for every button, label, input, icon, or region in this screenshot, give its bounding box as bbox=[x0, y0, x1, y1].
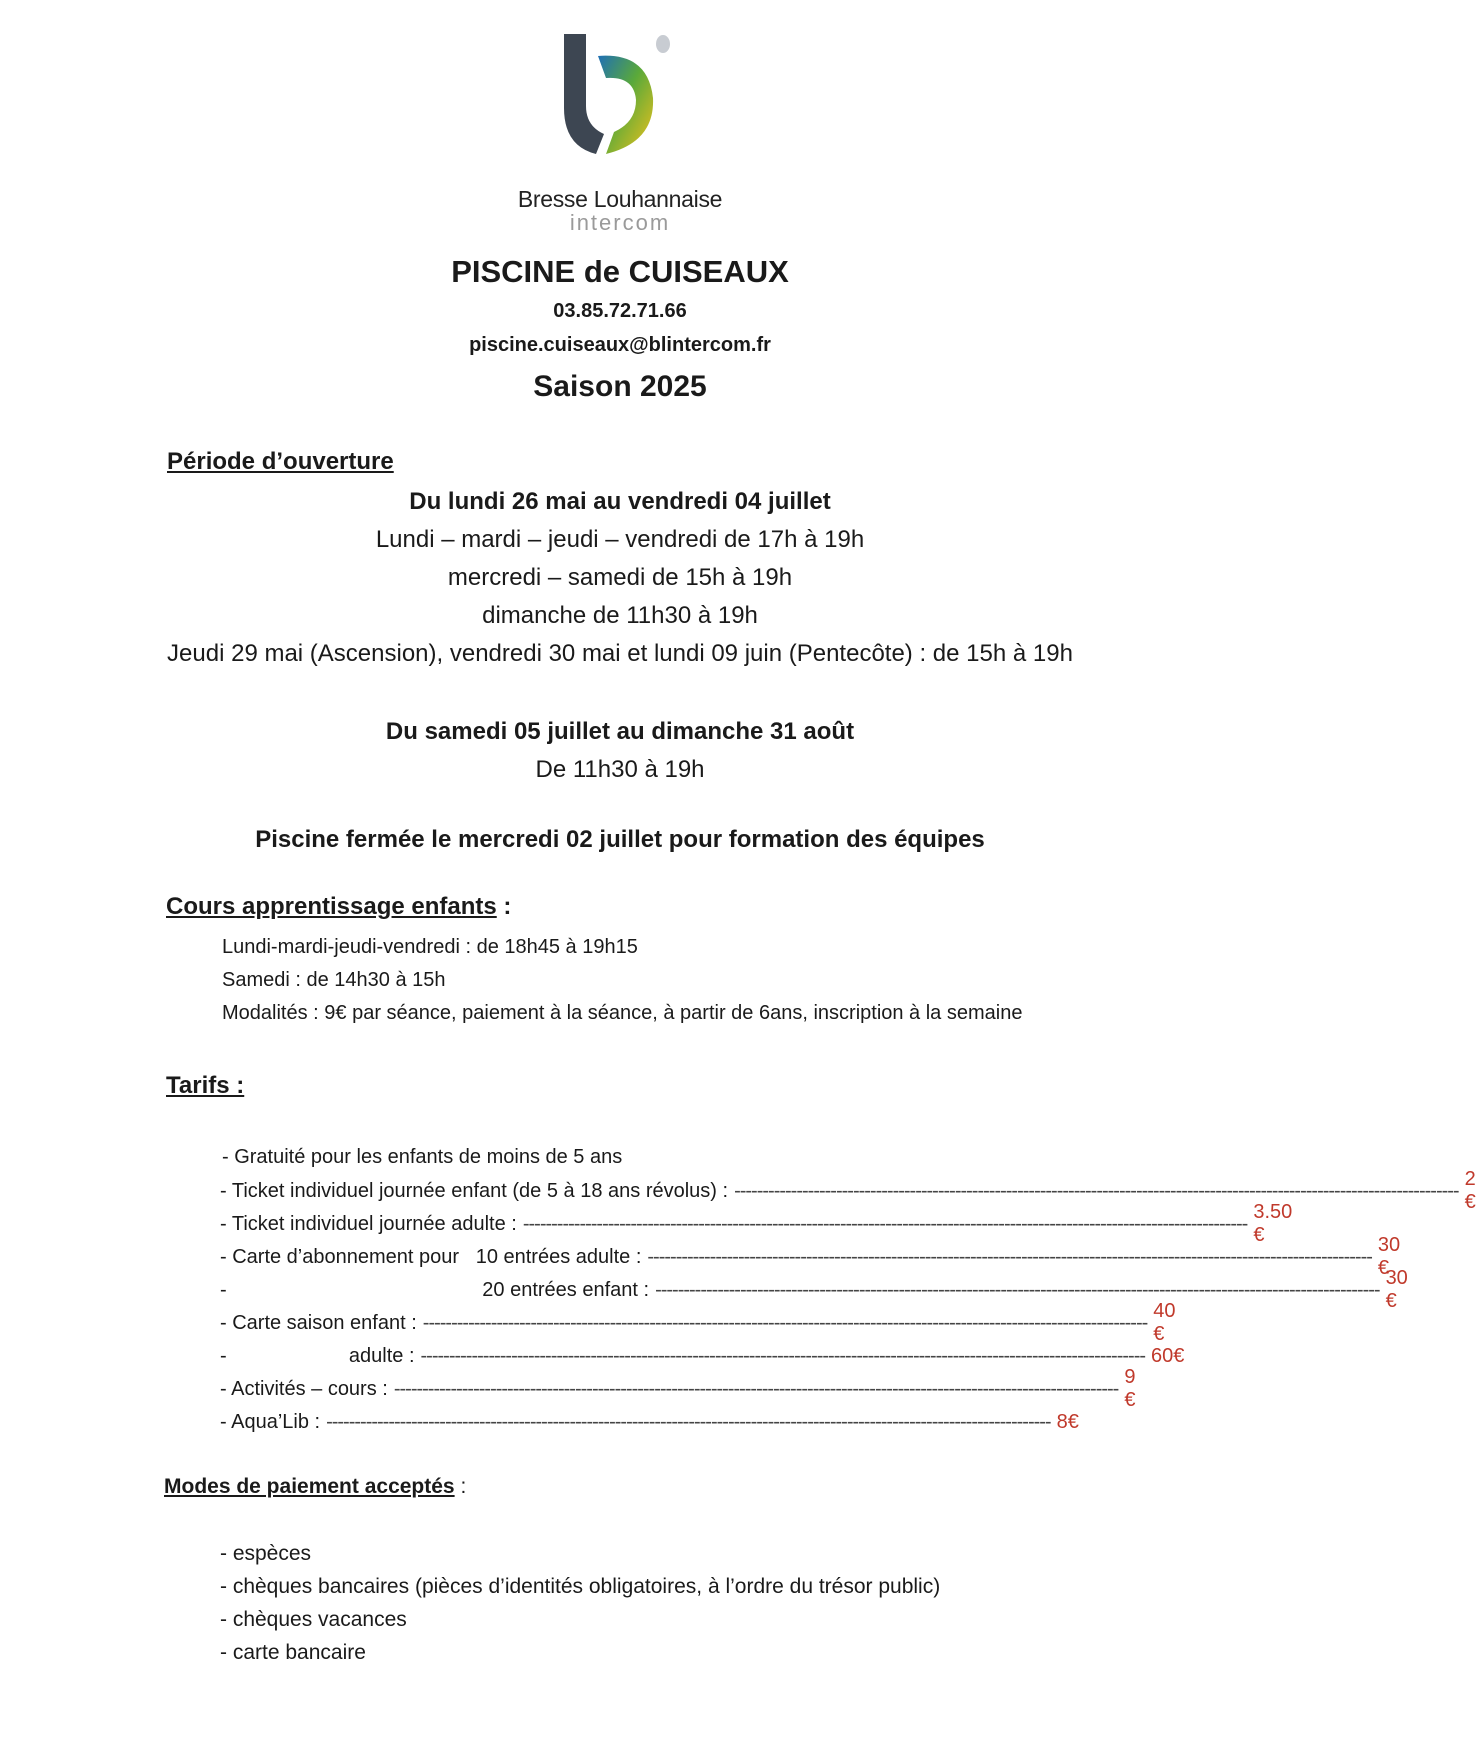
payment-item: - carte bancaire bbox=[220, 1641, 366, 1664]
tarifs-heading: Tarifs : bbox=[166, 1072, 245, 1099]
tarif-row bbox=[220, 1366, 1136, 1411]
tarif-price: 40 € bbox=[1153, 1300, 1176, 1345]
payment-item: - chèques bancaires (pièces d’identités obligatoires, à l’ordre du trésor public) bbox=[220, 1575, 941, 1598]
period2-line: De 11h30 à 19h bbox=[535, 756, 705, 783]
tarif-price: 2 € bbox=[1464, 1168, 1476, 1213]
tarif-price: 30 € bbox=[1385, 1267, 1408, 1312]
tarif-row bbox=[220, 1201, 1293, 1246]
leader-dots: -------------------------------------------------------------------------------------------------------------------------------- bbox=[655, 1278, 1380, 1301]
courses-heading-wrap bbox=[166, 893, 511, 921]
tarif-row bbox=[220, 1300, 1176, 1345]
tarif-label: - Ticket individuel journée adulte : bbox=[220, 1212, 517, 1235]
tarif-label: - adulte : bbox=[220, 1344, 415, 1367]
tarif-label: - Carte d’abonnement pour 10 entrées adulte : bbox=[220, 1245, 642, 1268]
bresse-louhannaise-logo bbox=[560, 34, 680, 164]
closed-note: Piscine fermée le mercredi 02 juillet pour formation des équipes bbox=[255, 826, 985, 853]
tarif-row bbox=[220, 1267, 1408, 1312]
tarif-row bbox=[220, 1407, 1100, 1437]
tarif-price: 30 € bbox=[1377, 1234, 1401, 1279]
org-name: Bresse Louhannaise bbox=[517, 186, 723, 212]
email-address: piscine.cuiseaux@blintercom.fr bbox=[469, 334, 771, 356]
course-line: Samedi : de 14h30 à 15h bbox=[222, 969, 446, 991]
leader-dots: -------------------------------------------------------------------------------------------------------------------------------- bbox=[522, 1212, 1248, 1235]
opening-heading: Période d’ouverture bbox=[167, 448, 394, 475]
leader-dots: -------------------------------------------------------------------------------------------------------------------------------- bbox=[393, 1377, 1119, 1400]
tarif-label: - Aqua’Lib : bbox=[220, 1410, 321, 1433]
org-subtitle: intercom bbox=[569, 210, 671, 235]
payment-item: - chèques vacances bbox=[220, 1608, 407, 1631]
period2-title: Du samedi 05 juillet au dimanche 31 août bbox=[385, 718, 855, 745]
phone-number: 03.85.72.71.66 bbox=[553, 300, 687, 322]
tarif-price: 9 € bbox=[1124, 1366, 1136, 1411]
season-title: Saison 2025 bbox=[533, 370, 707, 403]
tarif-label: - 20 entrées enfant : bbox=[220, 1278, 650, 1301]
course-line: Lundi-mardi-jeudi-vendredi : de 18h45 à 19h15 bbox=[222, 936, 638, 958]
tarif-label: - Carte saison enfant : bbox=[220, 1311, 417, 1334]
tarif-row bbox=[220, 1341, 1185, 1371]
period1-line: mercredi – samedi de 15h à 19h bbox=[447, 564, 793, 591]
courses-colon: : bbox=[503, 893, 512, 920]
leader-dots: -------------------------------------------------------------------------------------------------------------------------------- bbox=[647, 1245, 1372, 1268]
period1-line: Lundi – mardi – jeudi – vendredi de 17h à 19h bbox=[375, 526, 865, 553]
tarif-price: 3.50 € bbox=[1253, 1201, 1293, 1246]
leader-dots: -------------------------------------------------------------------------------------------------------------------------------- bbox=[420, 1344, 1146, 1367]
course-line: Modalités : 9€ par séance, paiement à la séance, à partir de 6ans, inscription à la semaine bbox=[222, 1002, 1023, 1024]
leader-dots: -------------------------------------------------------------------------------------------------------------------------------- bbox=[326, 1410, 1051, 1433]
courses-heading: Cours apprentissage enfants bbox=[166, 893, 497, 920]
tarif-price: 60€ bbox=[1151, 1344, 1185, 1367]
tarif-row bbox=[220, 1234, 1401, 1279]
leader-dots: -------------------------------------------------------------------------------------------------------------------------------- bbox=[422, 1311, 1148, 1334]
tarif-price: 8€ bbox=[1056, 1410, 1079, 1433]
period1-line: dimanche de 11h30 à 19h bbox=[482, 602, 758, 629]
period1-title: Du lundi 26 mai au vendredi 04 juillet bbox=[409, 488, 831, 515]
leader-dots: -------------------------------------------------------------------------------------------------------------------------------- bbox=[734, 1179, 1459, 1202]
period1-line: Jeudi 29 mai (Ascension), vendredi 30 mai et lundi 09 juin (Pentecôte) : de 15h à 19h bbox=[167, 640, 1073, 667]
payment-heading: Modes de paiement acceptés bbox=[164, 1475, 455, 1498]
payment-colon: : bbox=[460, 1475, 467, 1498]
free-note: - Gratuité pour les enfants de moins de 5 ans bbox=[222, 1146, 623, 1168]
payment-heading-wrap bbox=[164, 1475, 466, 1499]
tarif-row bbox=[220, 1168, 1476, 1213]
page-title: PISCINE de CUISEAUX bbox=[451, 254, 789, 289]
tarif-label: - Ticket individuel journée enfant (de 5 à 18 ans révolus) : bbox=[220, 1179, 729, 1202]
tarif-label: - Activités – cours : bbox=[220, 1377, 388, 1400]
payment-item: - espèces bbox=[220, 1542, 312, 1565]
